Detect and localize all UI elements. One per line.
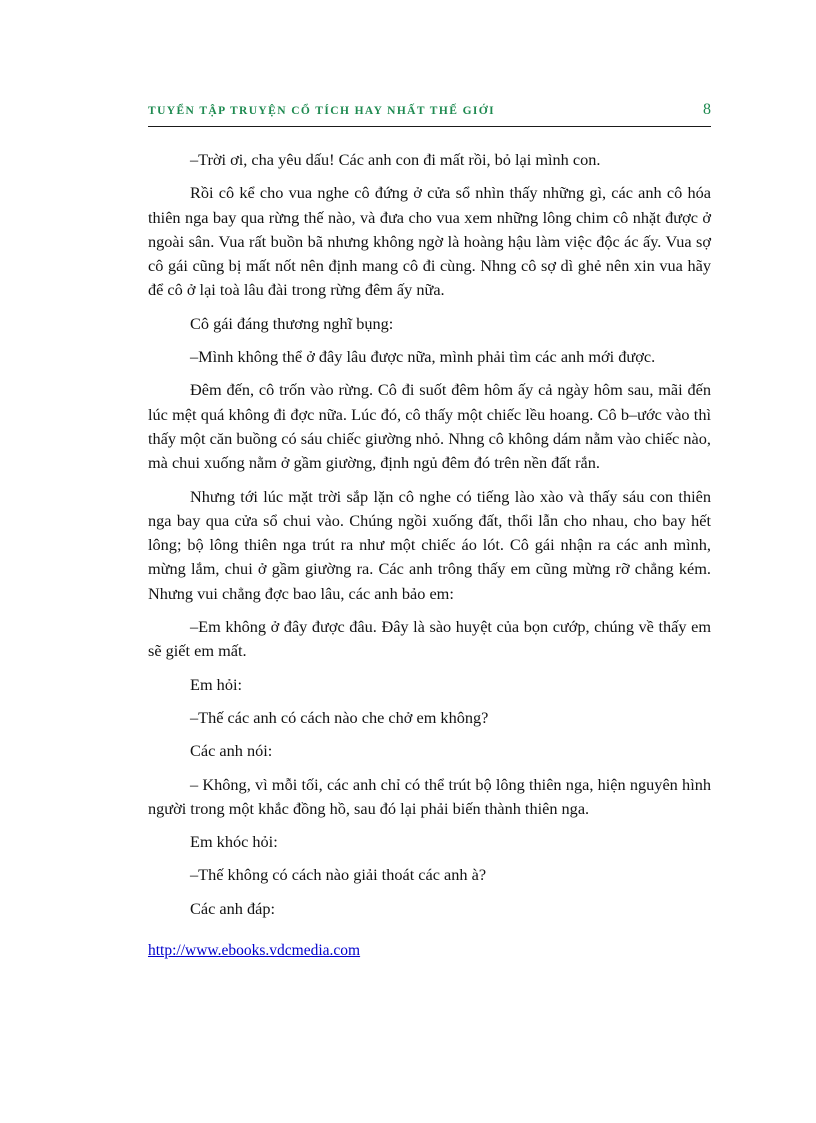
paragraph: Cô gái đáng thương nghĩ bụng: xyxy=(190,313,394,333)
paragraph: –Thế các anh có cách nào che chở em không? xyxy=(190,707,489,727)
paragraph: –Thế không có cách nào giải thoát các anh à? xyxy=(190,865,487,885)
paragraph: Các anh đáp: xyxy=(190,898,275,918)
paragraph: –Em không ở đây được đâu. Đây là sào huyệt của bọn cướp, chúng về thấy em sẽ giết em mất. xyxy=(148,617,711,661)
paragraph: Em khóc hỏi: xyxy=(190,832,278,852)
paragraph: –Mình không thể ở đây lâu được nữa, mình phải tìm các anh mới được. xyxy=(190,347,656,367)
paragraph: Các anh nói: xyxy=(190,741,273,761)
story-text xyxy=(148,148,711,921)
paragraph: Rồi cô kể cho vua nghe cô đứng ở cửa sổ nhìn thấy những gì, các anh cô hóa thiên nga bay qua rừng thế nào, và đưa cho vua xem những lông chim cô nhặt được ở ngoài sân. Vua rất buồn bã nhưng không ngờ là hoàng hậu làm việc độc ác ấy. Vua sợ cô gái cũng bị mất nốt nên định mang cô đi cùng. Nhng cô sợ dì ghẻ nên xin vua hãy để cô ở lại toà lâu đài trong rừng đêm ấy nữa. xyxy=(148,183,711,300)
paragraph: – Không, vì mỗi tối, các anh chỉ có thể trút bộ lông thiên nga, hiện nguyên hình người trong một khắc đồng hồ, sau đó lại phải biến thành thiên nga. xyxy=(148,774,711,818)
paragraph: Em hỏi: xyxy=(190,674,243,694)
book-title: TUYỂN TẬP TRUYỆN CỔ TÍCH HAY NHẤT THẾ GIỚI xyxy=(148,105,496,117)
page-content xyxy=(148,101,711,960)
paragraph: Nhưng tới lúc mặt trời sắp lặn cô nghe có tiếng lào xào và thấy sáu con thiên nga bay qua cửa sổ chui vào. Chúng ngồi xuống đất, thổi lẫn cho nhau, cho bay hết lông; bộ lông thiên nga trút ra như một chiếc áo lót. Cô gái nhận ra các anh mình, mừng lắm, chui ở gầm giường ra. Các anh trông thấy em cũng mừng rỡ chẳng kém. Nhưng vui chẳng đợc bao lâu, các anh bảo em: xyxy=(148,486,711,603)
paragraph: Đêm đến, cô trốn vào rừng. Cô đi suốt đêm hôm ấy cả ngày hôm sau, mãi đến lúc mệt quá không đi đợc nữa. Lúc đó, cô thấy một chiếc lều hoang. Cô b–ước vào thì thấy một căn buồng có sáu chiếc giường nhỏ. Nhng cô không dám nằm vào chiếc nào, mà chui xuống nằm ở gầm giường, định ngủ đêm đó trên nền đất rắn. xyxy=(148,380,711,473)
page-number: 8 xyxy=(703,101,711,118)
footer-link[interactable]: http://www.ebooks.vdcmedia.com xyxy=(148,942,361,960)
page-header xyxy=(148,101,711,127)
paragraph: –Trời ơi, cha yêu dấu! Các anh con đi mất rồi, bỏ lại mình con. xyxy=(190,150,601,169)
page-footer xyxy=(148,942,711,960)
